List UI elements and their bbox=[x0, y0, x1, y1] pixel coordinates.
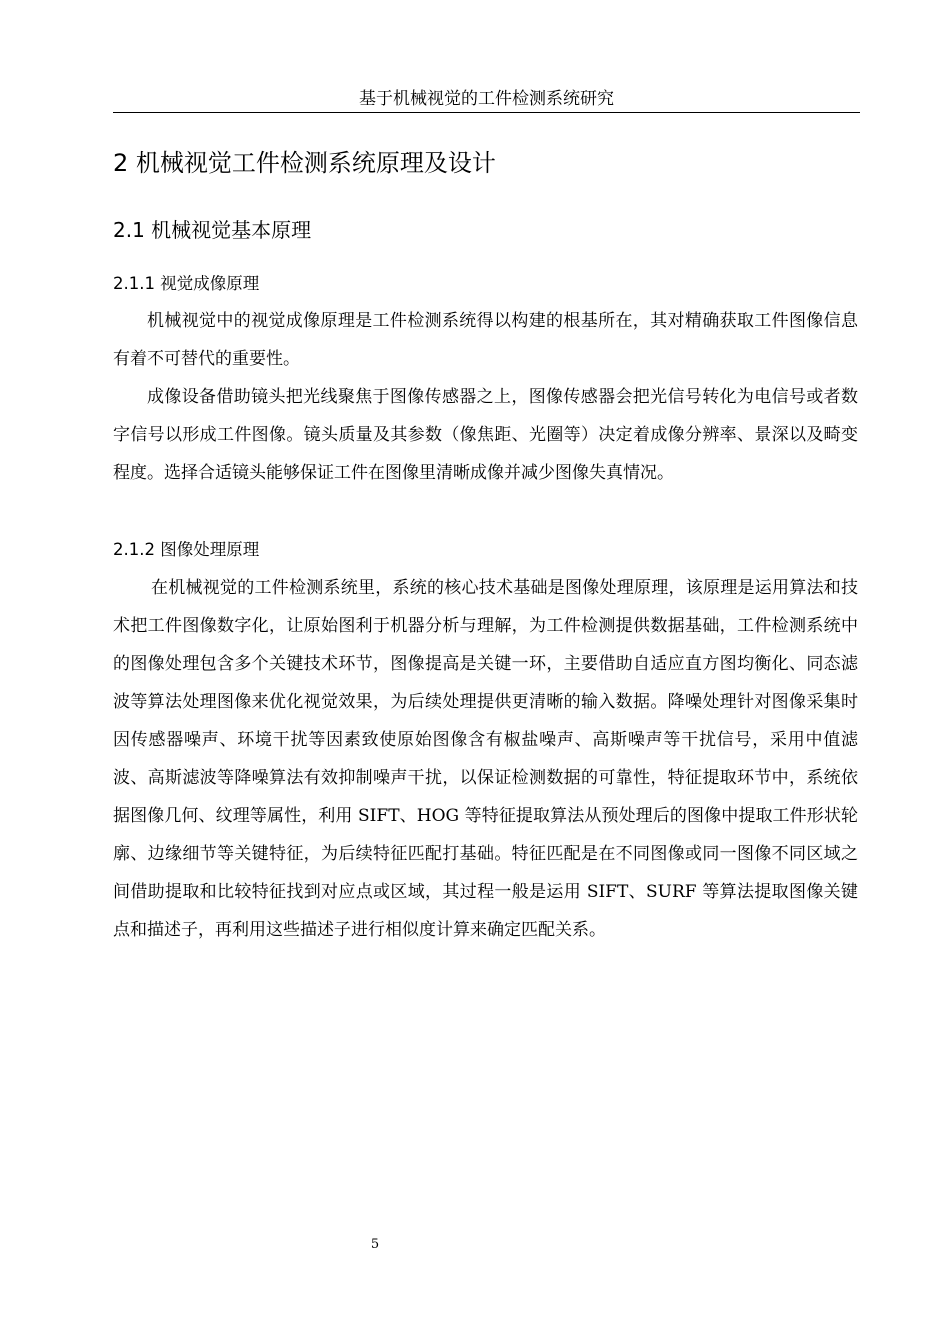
page-number: 5 bbox=[370, 1237, 380, 1252]
paragraph-imaging-lens: 成像设备借助镜头把光线聚焦于图像传感器之上，图像传感器会把光信号转化为电信号或者数字信号以形成工件图像。镜头质量及其参数（像焦距、光圈等）决定着成像分辨率、景深以及畸变程度。选择合适镜头能够保证工件在图像里清晰成像并减少图像失真情况。 bbox=[113, 387, 858, 483]
section-title: 2.1 机械视觉基本原理 bbox=[113, 218, 312, 242]
chapter-title: 2 机械视觉工件检测系统原理及设计 bbox=[113, 149, 496, 177]
paragraph-image-processing: 在机械视觉的工件检测系统里，系统的核心技术基础是图像处理原理，该原理是运用算法和技术把工件图像数字化，让原始图利于机器分析与理解，为工件检测提供数据基础，工件检测系统中的图像处理包含多个关键技术环节，图像提高是关键一环，主要借助自适应直方图均衡化、同态滤波等算法处理图像来优化视觉效果，为后续处理提供更清晰的输入数据。降噪处理针对图像采集时因传感器噪声、环境干扰等因素致使原始图像含有椒盐噪声、高斯噪声等干扰信号，采用中值滤波、高斯滤波等降噪算法有效抑制噪声干扰，以保证检测数据的可靠性，特征提取环节中，系统依据图像几何、纹理等属性，利用 SIFT、HOG 等特征提取算法从预处理后的图像中提取工件形状轮廓、边缘细节等关键特征，为后续特征匹配打基础。特征匹配是在不同图像或同一图像不同区域之间借助提取和比较特征找到对应点或区域，其过程一般是运用 SIFT、SURF 等算法提取图像关键点和描述子，再利用这些描述子进行相似度计算来确定匹配关系。 bbox=[113, 578, 858, 940]
paragraph-imaging-intro: 机械视觉中的视觉成像原理是工件检测系统得以构建的根基所在，其对精确获取工件图像信息有着不可替代的重要性。 bbox=[113, 311, 858, 369]
subsection-title-processing: 2.1.2 图像处理原理 bbox=[113, 540, 260, 559]
subsection-title-imaging: 2.1.1 视觉成像原理 bbox=[113, 274, 260, 293]
running-header: 基于机械视觉的工件检测系统研究 bbox=[113, 88, 860, 113]
